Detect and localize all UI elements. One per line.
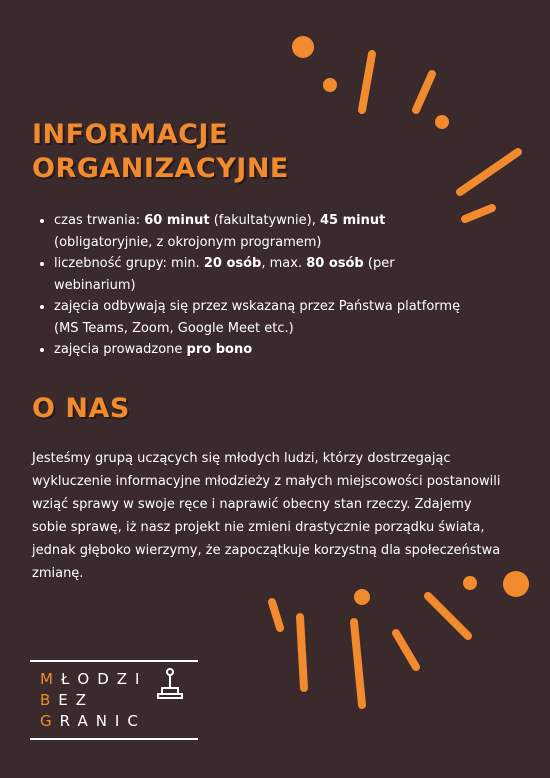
organizational-info-heading: INFORMACJE ORGANIZACYJNE: [32, 119, 289, 184]
about-us-paragraph: Jesteśmy grupą uczących się młodych ludzi, którzy dostrzegając wykluczenie informacyjne młodzieży z małych miejscowości postanowili wziąć sprawy w swoje ręce i naprawić obecny stan rzeczy. Zdajemy sobie sprawę, iż nasz projekt nie zmieni drastycznie porządku świata, jednak głęboko wierzymy, że zapoczątkuje korzystną dla społeczeństwa zmianę.: [32, 451, 501, 581]
item-text: zajęcia odbywają się przez wskazaną przez Państwa platformę (MS Teams, Zoom, Google Meet etc.): [54, 299, 461, 336]
deco-stroke: [416, 74, 432, 110]
deco-stroke: [396, 633, 416, 667]
item-text: (per webinarium): [54, 256, 395, 293]
list-item: [54, 339, 474, 361]
deco-stroke: [362, 54, 372, 110]
item-text: (fakultatywnie),: [209, 213, 320, 228]
deco-dot: [354, 589, 370, 605]
logo-row-1: MŁODZI: [40, 670, 148, 688]
logo-row-3: GRANIC: [40, 712, 146, 730]
list-item: [54, 210, 474, 253]
deco-stroke: [428, 596, 468, 636]
deco-dot: [323, 78, 337, 92]
item-text-bold: 45 minut: [319, 213, 386, 228]
item-text: liczebność grupy: min.: [54, 256, 204, 271]
item-text: czas trwania:: [54, 213, 145, 228]
item-text: , max.: [261, 256, 307, 271]
item-text-bold: 80 osób: [306, 256, 364, 271]
about-us-heading: O NAS: [32, 393, 130, 424]
mlodzi-bez-granic-logo: [30, 660, 200, 740]
list-item: [54, 253, 474, 296]
item-text-bold: 60 minut: [144, 213, 210, 228]
deco-dot: [435, 115, 449, 129]
deco-dot: [292, 36, 314, 58]
deco-stroke: [272, 602, 280, 628]
item-text-bold: pro bono: [186, 342, 253, 357]
item-text: (obligatoryjnie, z okrojonym programem): [54, 234, 322, 250]
logo-divider: [30, 660, 198, 662]
logo-divider: [30, 738, 198, 740]
landmark-icon: [150, 666, 190, 706]
deco-stroke: [300, 617, 304, 688]
logo-row-2: BEZ: [40, 691, 95, 709]
item-text-bold: 20 osób: [203, 256, 262, 271]
list-item: [54, 296, 474, 339]
deco-stroke: [460, 152, 518, 192]
item-text: zajęcia prowadzone: [54, 342, 187, 357]
deco-stroke: [354, 622, 362, 705]
organizational-info-list: [34, 210, 474, 361]
